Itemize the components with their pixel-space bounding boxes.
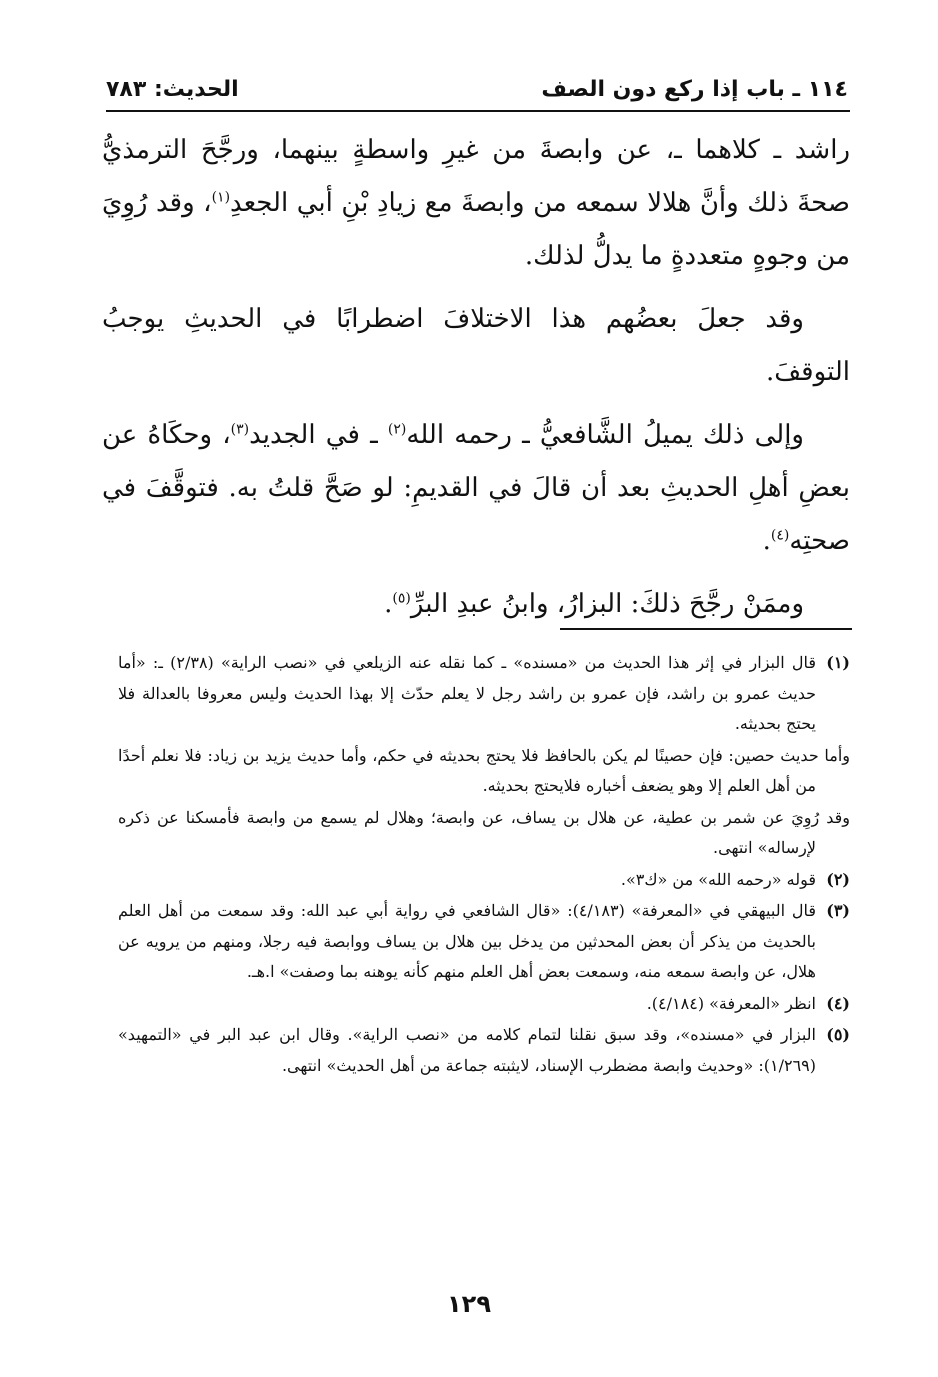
footnote-ref: (١): [211, 189, 231, 206]
hadith-reference: الحديث: ٧٨٣: [106, 76, 239, 102]
paragraph: وإلى ذلك يميلُ الشَّافعيُّ ـ رحمه الله$^{(٢)}$ ـ في الجديد$^{(٣)}$، وحكَاهُ عن بعضِ أهلِ الحديثِ بعد أن قالَ في القديمِ: لو صَحَّ قلتُ به. فتوقَّفَ في صحتِه$^{(٤)}$.: [102, 420, 850, 556]
footnote-3: (٣)قال البيهقي في «المعرفة» (٤/١٨٣): «قال الشافعي في رواية أبي عبد الله: وقد سمعت من أهل العلم بالحديث من يذكر أن بعض المحدثين من يدخل بين هلال بن يساف ووابصة فيه رجلا، ومنهم من يرويه عن هلال، عن وابصة سمعه منه، وسمعت بعض أهل العلم منهم كأنه يوهنه بما وصفت» ا.هـ.: [118, 896, 850, 988]
main-text: [102, 124, 850, 641]
footnotes: [118, 648, 850, 1082]
footnote-5: (٥)البزار في «مسنده»، وقد سبق نقلنا لتمام كلامه من «نصب الراية». وقال ابن عبد البر في «التمهيد» (١/٢٦٩): «وحديث وابصة مضطرب الإسناد، لايثبته جماعة من أهل الحديث» انتهى.: [118, 1020, 850, 1081]
page-number: ١٢٩: [447, 1290, 491, 1318]
footnote-rule: [560, 628, 852, 630]
footnote-1-continuation: وقد رُوِيَ عن شمر بن عطية، عن هلال بن يساف، عن وابصة؛ وهلال لم يسمع من وابصة فأمسكنا عن ذكره لإرساله» انتهى.: [118, 807, 850, 857]
footnote-1-continuation: وأما حديث حصين: فإن حصينًا لم يكن بالحافظ فلا يحتج بحديثه في حكم، وأما حديث يزيد بن زياد: فلا نعلم أحدًا من أهل العلم إلا وهو يضعف أخباره فلايحتج بحديثه.: [118, 745, 850, 795]
chapter-title: ١١٤ ـ باب إذا ركع دون الصف: [541, 76, 848, 102]
paragraph: راشد ـ كلاهما ـ، عن وابصةَ من غيرِ واسطةٍ بينهما، ورجَّحَ الترمذيُّ صحةَ ذلك وأنَّ هلالا سمعه من وابصةَ مع زيادِ بْنِ أبي الجعدِ$^{(١)}$، وقد رُوِيَ من وجوهٍ متعددةٍ ما يدلُّ لذلك.: [102, 135, 851, 271]
footnote-ref: (٥): [392, 590, 411, 607]
footnote-ref: (٢): [387, 421, 407, 438]
footnote-number: (٢): [826, 869, 850, 889]
paragraph: وممَنْ رجَّحَ ذلكَ: البزارُ، وابنُ عبدِ البرِّ$^{(٥)}$.: [384, 589, 804, 619]
header-rule: [106, 110, 850, 112]
footnote-number: (٥): [826, 1025, 850, 1044]
footnote-number: (٤): [826, 993, 850, 1013]
footnote-2: (٢)قوله «رحمه الله» من «ك٣».: [118, 865, 850, 896]
footnote-number: (٣): [826, 901, 850, 920]
footnote-number: (١): [826, 653, 850, 672]
footnote-4: (٤)انظر «المعرفة» (٤/١٨٤).: [118, 989, 850, 1020]
footnote-ref: (٣): [230, 421, 250, 438]
paragraph: وقد جعلَ بعضُهم هذا الاختلافَ اضطرابًا في الحديثِ يوجبُ التوقفَ.: [102, 304, 850, 387]
running-head: [106, 72, 848, 106]
footnote-ref: (٤): [770, 527, 790, 544]
footnote-1: (١)قال البزار في إثر هذا الحديث من «مسنده» ـ كما نقله عنه الزيلعي في «نصب الراية» (٢/٣٨) ـ: «أما حديث عمرو بن راشد، فإن عمرو بن راشد رجل لا يعلم حدّث إلا بهذا الحديث وليس معروفا بالعدالة فلا يحتج بحديثه.: [118, 648, 850, 740]
